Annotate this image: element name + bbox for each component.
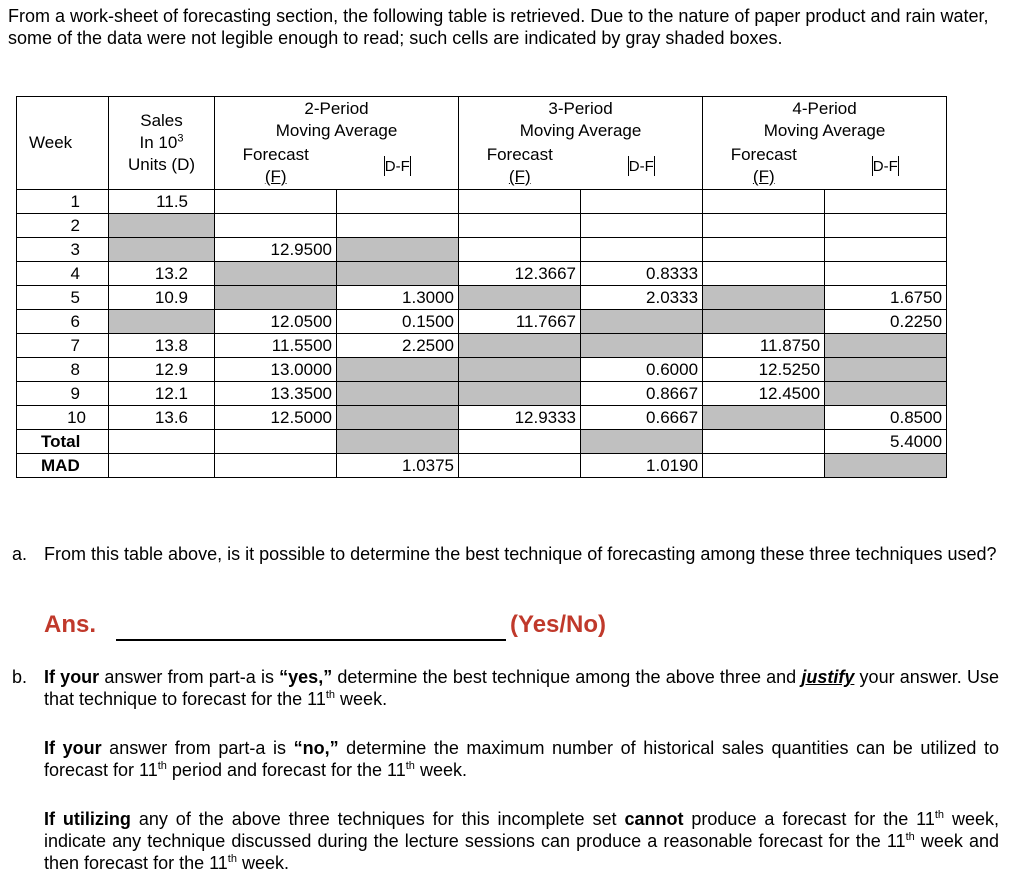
table-row: 5 10.9 1.3000 2.0333 1.6750 [17,286,947,310]
illegible-cell [581,310,703,334]
question-a-marker: a. [12,544,28,564]
illegible-cell [825,454,947,478]
header-sales-line3: Units (D) [127,155,196,174]
table-row: 8 12.9 13.0000 0.6000 12.5250 [17,358,947,382]
header-week: Week [17,97,109,190]
illegible-cell [581,334,703,358]
illegible-cell [825,358,947,382]
illegible-cell [109,238,215,262]
forecast-worksheet-table [16,96,947,478]
header-4-period: 4-Period Moving Average [703,97,947,144]
question-b-para-2: If your answer from part-a is “no,” determine the maximum number of historical sales quantities can be utilized to forecast for 11th period and forecast for the 11th week. [44,738,999,780]
illegible-cell [459,334,581,358]
illegible-cell [109,310,215,334]
illegible-cell [703,286,825,310]
ans-label: Ans. [44,611,97,638]
header-forecast-4: Forecast (F) [703,143,825,190]
header-forecast-2: Forecast (F) [215,143,337,190]
illegible-cell [459,382,581,406]
answer-line [44,610,606,641]
illegible-cell [337,382,459,406]
illegible-cell [459,358,581,382]
header-sales [109,97,215,190]
illegible-cell [337,262,459,286]
illegible-cell [337,358,459,382]
answer-blank[interactable] [116,619,506,641]
table-row: 3 12.9500 [17,238,947,262]
header-2-period: 2-Period Moving Average [215,97,459,144]
illegible-cell [215,286,337,310]
table-row: 6 12.0500 0.1500 11.7667 0.2250 [17,310,947,334]
illegible-cell [825,334,947,358]
header-sales-line2: In $10^3$ [139,132,184,152]
illegible-cell [581,430,703,454]
illegible-cell [459,286,581,310]
header-abs-4: D-F [825,143,947,190]
illegible-cell [825,382,947,406]
table-row: 1 11.5 [17,190,947,214]
illegible-cell [703,310,825,334]
header-abs-3: D-F [581,143,703,190]
mad-row: MAD 1.0375 1.0190 [17,454,947,478]
illegible-cell [337,238,459,262]
total-row: Total 5.4000 [17,430,947,454]
table-row: 9 12.1 13.3500 0.8667 12.4500 [17,382,947,406]
intro-paragraph: From a work-sheet of forecasting section, the following table is retrieved. Due to the nature of paper product and rain water, some of the data were not legible enough to read; such cells are indicated by gray shaded boxes. [8,6,989,48]
question-b-marker: b. [12,667,28,687]
illegible-cell [703,406,825,430]
illegible-cell [215,262,337,286]
table-row: 7 13.8 11.5500 2.2500 11.8750 [17,334,947,358]
header-forecast-3: Forecast (F) [459,143,581,190]
header-row-1 [17,97,947,144]
table-row: 10 13.6 12.5000 12.9333 0.6667 0.8500 [17,406,947,430]
question-a-text: From this table above, is it possible to determine the best technique of forecasting among these three techniques used? [44,544,997,564]
header-sales-line1: Sales [140,111,183,130]
header-abs-2: D-F [337,143,459,190]
illegible-cell [337,406,459,430]
table-row: 4 13.2 12.3667 0.8333 [17,262,947,286]
illegible-cell [109,214,215,238]
header-3-period: 3-Period Moving Average [459,97,703,144]
table-row: 2 [17,214,947,238]
question-b-para-1: If your answer from part-a is “yes,” determine the best technique among the above three and justify your answer. Use that technique to forecast for the 11th week. [44,667,999,709]
yes-no-choice: (Yes/No) [510,611,607,638]
question-b-para-3: If utilizing any of the above three techniques for this incomplete set cannot produce a forecast for the 11th week, indicate any technique discussed during the lecture sessions can produce a reasonable forecast for the 11th week and then forecast for the 11th week. [44,809,1000,873]
illegible-cell [337,430,459,454]
